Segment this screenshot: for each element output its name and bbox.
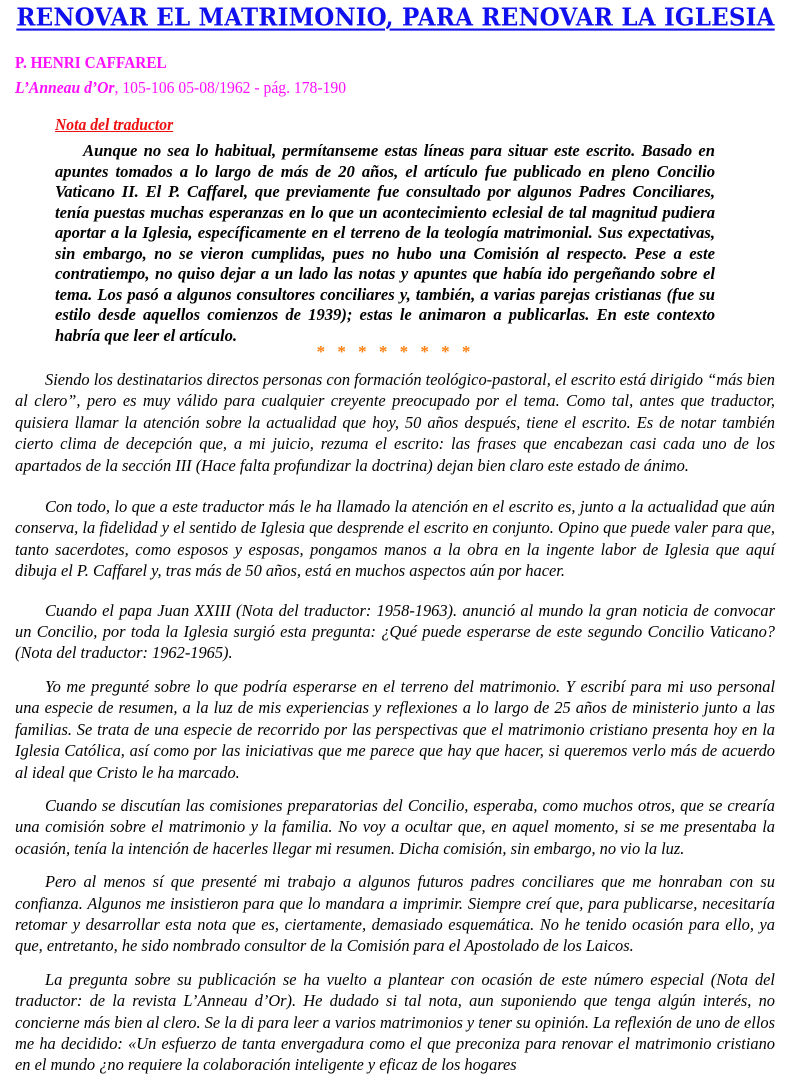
journal-name: L’Anneau d’Or [15,78,115,97]
paragraph-7: La pregunta sobre su publicación se ha vuelto a plantear con ocasión de este número especial (Nota del traductor: de la revista L’Anneau d’Or). He dudado si tal nota, aun suponiendo que tenga algún interés, no concierne más bien al clero. Se la di para leer a varios matrimonios y tener su opinión. La reflexión de uno de ellos me ha decidido: «Un esfuerzo de tanta envergadura como el que preconiza para renovar el matrimonio cristiano en el mundo ¿no requiere la colaboración inteligente y eficaz de los hogares [15,969,775,1075]
paragraph-3: Cuando el papa Juan XXIII (Nota del traductor: 1958-1963). anunció al mundo la gran noticia de convocar un Concilio, por toda la Iglesia surgió esta pregunta: ¿Qué puede esperarse de este segundo Concilio Vaticano? (Nota del traductor: 1962-1965). [15,600,775,663]
source-details: , 105-106 05-08/1962 - pág. 178-190 [114,78,347,97]
article-body [15,369,775,1076]
translator-note-heading: Nota del traductor [55,115,174,134]
section-separator: * * * * * * * * [316,342,475,361]
paragraph-1: Siendo los destinatarios directos personas con formación teológico-pastoral, el escrito está dirigido “más bien al clero”, pero es muy válido para cualquier creyente preocupado por el tema. Como tal, antes que traductor, quisiera llamar la atención sobre la actualidad que hoy, 50 años después, tiene el escrito. Es de notar también cierto clima de decepción que, a mi juicio, rezuma el escrito: las frases que encabezan casi cada uno de los apartados de la sección III (Hace falta profundizar la doctrina) dejan bien claro este estado de ánimo. [15,370,775,475]
source-citation [15,78,346,98]
paragraph-4: Yo me pregunté sobre lo que podría esperarse en el terreno del matrimonio. Y escribí para mi uso personal una especie de resumen, a la luz de mis experiencias y reflexiones a lo largo de 25 años de ministerio junto a las familias. Se trata de una especie de recorrido por las perspectivas que el matrimonio cristiano presenta hoy en la Iglesia Católica, así como por las iniciativas que me parece que hay que hacer, si queremos verlo más de acuerdo al ideal que Cristo le ha marcado. [15,676,775,782]
paragraph-5: Cuando se discutían las comisiones preparatorias del Concilio, esperaba, como muchos otros, que se crearía una comisión sobre el matrimonio y la familia. No voy a ocultar que, en aquel momento, si se me presentaba la ocasión, tenía la intención de hacerles llegar mi resumen. Dicha comisión, sin embargo, no vio la luz. [15,795,775,858]
paragraph-6: Pero al menos sí que presenté mi trabajo a algunos futuros padres conciliares que me honraban con su confianza. Algunos me insistieron para que lo mandara a imprimir. Siempre creí que, para publicarse, necesitaría retomar y desarrollar esta nota que es, ciertamente, demasiado esquemática. No he tenido ocasión para ello, ya que, entretanto, he sido nombrado consultor de la Comisión para el Apostolado de los Laicos. [15,872,775,956]
author-name: P. HENRI CAFFAREL [15,53,167,72]
paragraph-2: Con todo, lo que a este traductor más le ha llamado la atención en el escrito es, junto a la actualidad que aún conserva, la fidelidad y el sentido de Iglesia que desprende el escrito en conjunto. Opino que puede valer para que, tanto sacerdotes, como esposos y esposas, pongamos manos a la obra en la ingente labor de Iglesia que aquí dibuja el P. Caffarel y, tras más de 50 años, está en muchos aspectos aún por hacer. [15,497,775,581]
document-title: RENOVAR EL MATRIMONIO, PARA RENOVAR LA IGLESIA [16,3,775,32]
translator-note-text: Aunque no sea lo habitual, permítanseme estas líneas para situar este escrito. Basado en apuntes tomados a lo largo de más de 20 años, el artículo fue publicado en pleno Concilio Vaticano II. El P. Caffarel, que previamente fue consultado por algunos Padres Conciliares, tenía puestas muchas esperanzas en lo que un acontecimiento eclesial de tal magnitud pudiera aportar a la Iglesia, específicamente en el terreno de la teología matrimonial. Sus expectativas, sin embargo, no se vieron cumplidas, pues no hubo una Comisión al respecto. Pese a este contratiempo, no quiso dejar a un lado las notas y apuntes que había ido pergeñando sobre el tema. Los pasó a algunos consultores conciliares y, también, a varias parejas cristianas (fue su estilo desde aquellos comienzos de 1939); estas le animaron a publicarlas. En este contexto habría que leer el artículo. [55,141,715,345]
